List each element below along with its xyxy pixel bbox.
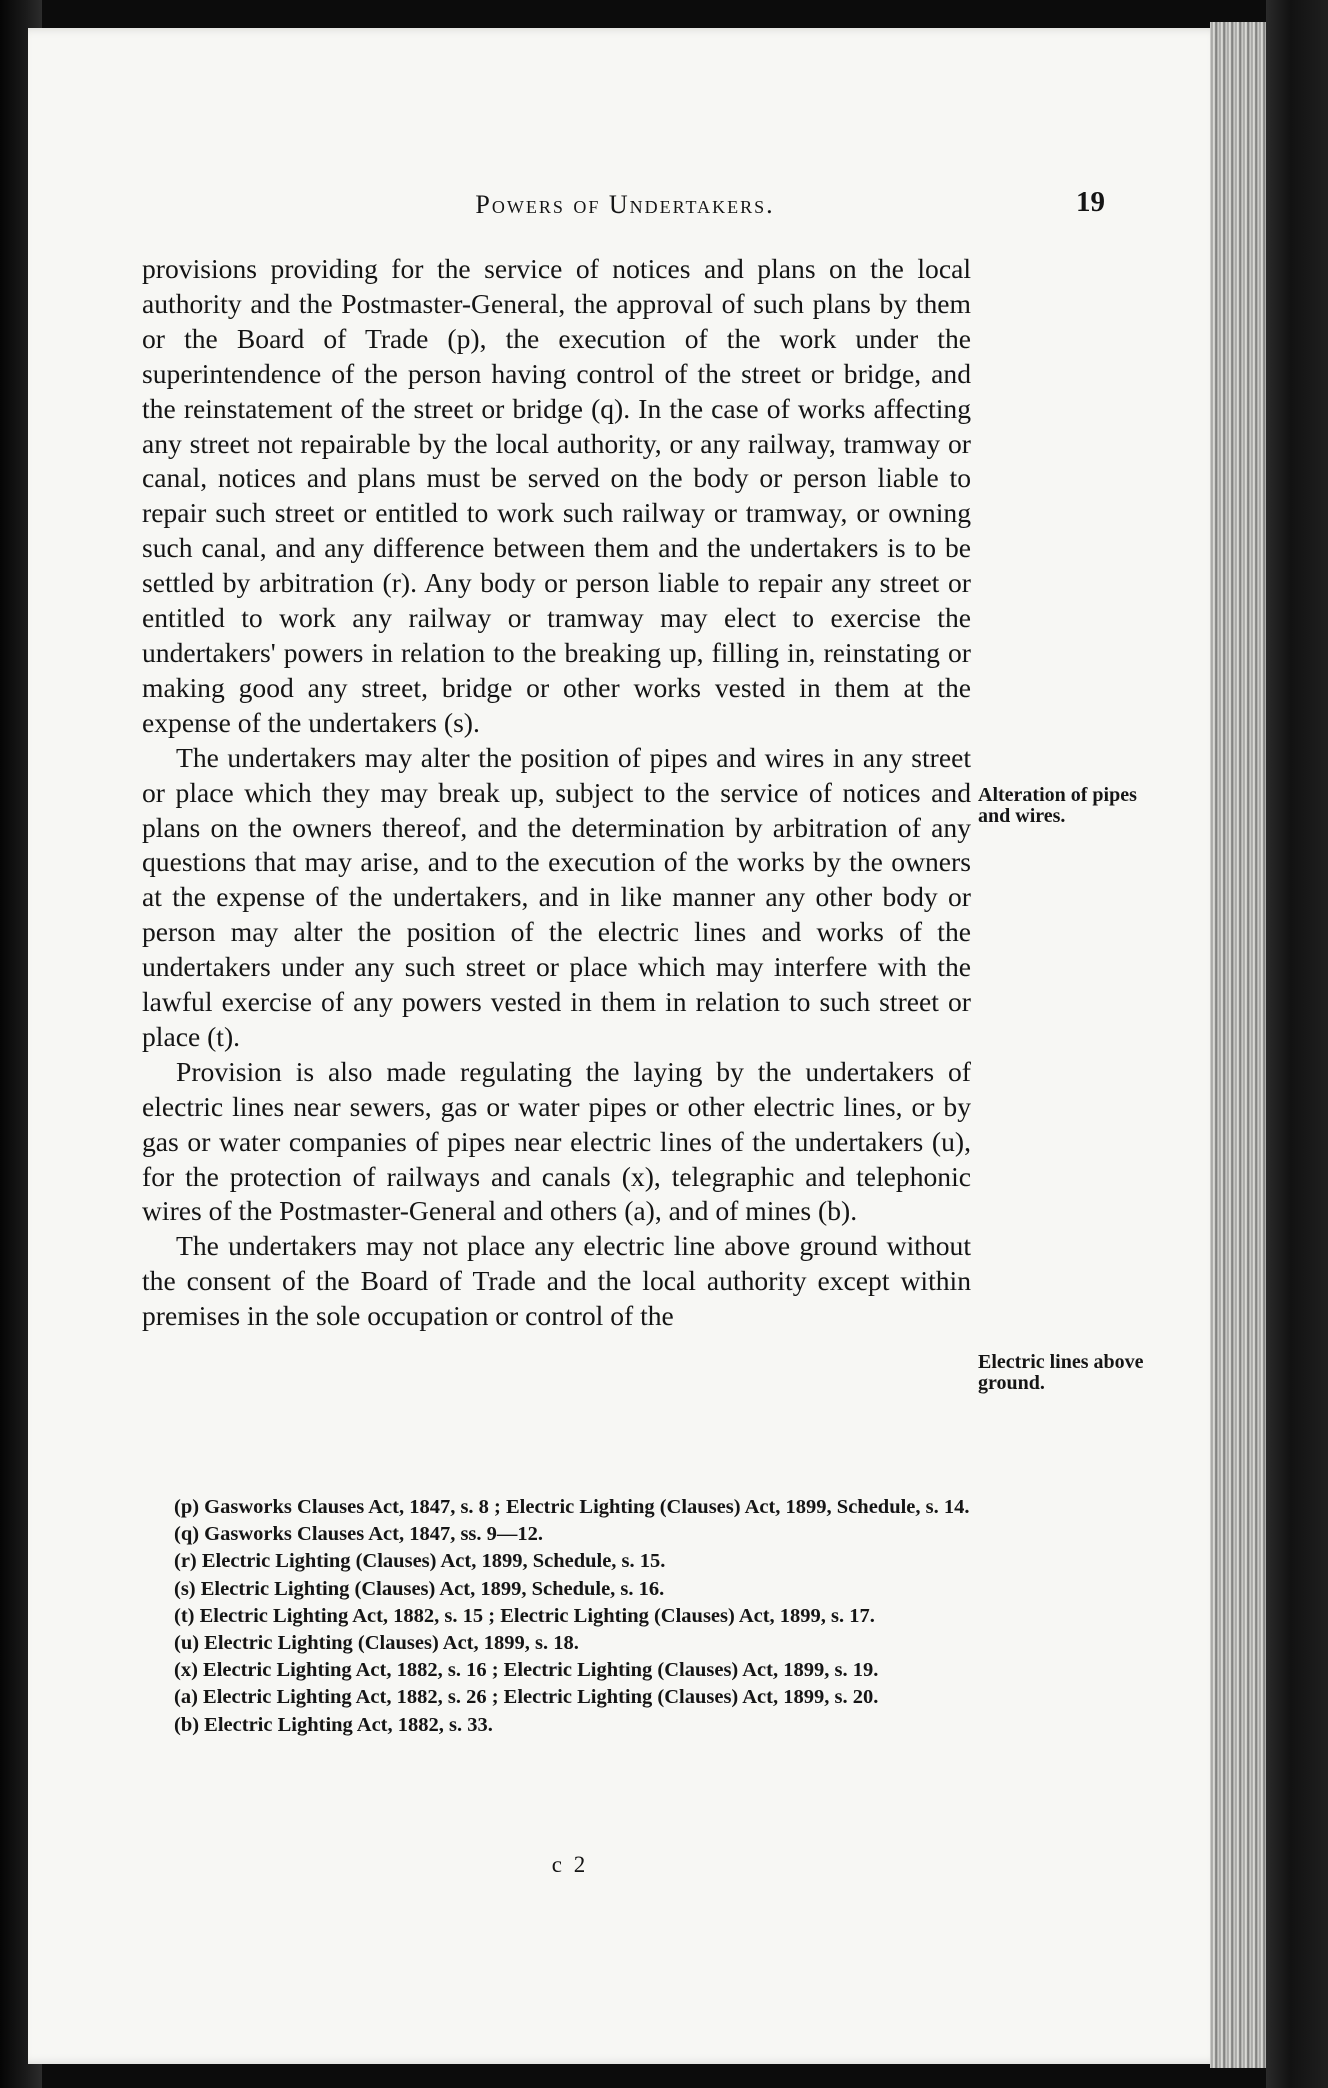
footnote: (x) Electric Lighting Act, 1882, s. 16 ; Electric Lighting (Clauses) Act, 1899, s. 19. <box>174 1659 879 1682</box>
footnote: (a) Electric Lighting Act, 1882, s. 26 ; Electric Lighting (Clauses) Act, 1899, s. 20. <box>174 1686 879 1709</box>
footnote: (t) Electric Lighting Act, 1882, s. 15 ; Electric Lighting (Clauses) Act, 1899, s. 17. <box>174 1604 875 1627</box>
paragraph: provisions providing for the service of notices and plans on the local authority and the Postmaster-General, the approval of such plans by them or the Board of Trade (p), the execution of the work under the superintendence of the person having control of the street or bridge, and the reinstatement of the street or bridge (q). In the case of works affecting any street not repairable by the local authority, or any railway, tramway or canal, notices and plans must be served on the body or person liable to repair such street or entitled to work such railway or tramway, or owning such canal, and any difference between them and the undertakers is to be settled by arbitration (r). Any body or person liable to repair any street or entitled to work any railway or tramway may elect to exercise the undertakers' powers in relation to the breaking up, filling in, reinstating or making good any street, bridge or other works vested in them at the expense of the undertakers (s). <box>142 253 971 738</box>
paragraph: Provision is also made regulating the laying by the undertakers of electric lines near sewers, gas or water pipes or other electric lines, or by gas or water companies of pipes near electric lines of the undertakers (u), for the protection of railways and canals (x), telegraphic and telephonic wires of the Postmaster-General and others (a), and of mines (b). <box>142 1055 971 1227</box>
footnotes <box>148 1494 973 1739</box>
page-edges <box>1210 22 1266 2068</box>
footnote: (s) Electric Lighting (Clauses) Act, 1899, Schedule, s. 16. <box>174 1577 665 1600</box>
book-cover-edge <box>1266 0 1328 2088</box>
page-header <box>145 186 1105 226</box>
margin-note-electric-lines: Electric lines above ground. <box>978 1351 1144 1394</box>
footnote: (u) Electric Lighting (Clauses) Act, 1899, s. 18. <box>174 1632 579 1655</box>
margin-note-alteration: Alteration of pipes and wires. <box>978 784 1137 827</box>
signature-mark: c 2 <box>551 1852 589 1877</box>
running-head: Powers of Undertakers. <box>475 190 775 219</box>
body-text <box>142 252 971 1334</box>
footnote: (q) Gasworks Clauses Act, 1847, ss. 9—12. <box>174 1523 544 1546</box>
paragraph: The undertakers may not place any electric line above ground without the consent of the Board of Trade and the local authority except within premises in the sole occupation or control of the <box>142 1230 971 1332</box>
footnote: (r) Electric Lighting (Clauses) Act, 1899, Schedule, s. 15. <box>174 1550 666 1573</box>
footnote: (p) Gasworks Clauses Act, 1847, s. 8 ; Electric Lighting (Clauses) Act, 1899, Schedule, s. 14. <box>174 1496 970 1518</box>
paragraph: The undertakers may alter the position of pipes and wires in any street or place which they may break up, subject to the service of notices and plans on the owners thereof, and the determination by arbitration of any questions that may arise, and to the execution of the works by the owners at the expense of the undertakers, and in like manner any other body or person may alter the position of the electric lines and works of the undertakers under any such street or place which may interfere with the lawful exercise of any powers vested in them in relation to such street or place (t). <box>142 741 971 1052</box>
footnote: (b) Electric Lighting Act, 1882, s. 33. <box>174 1713 493 1736</box>
page-number: 19 <box>1076 186 1105 218</box>
